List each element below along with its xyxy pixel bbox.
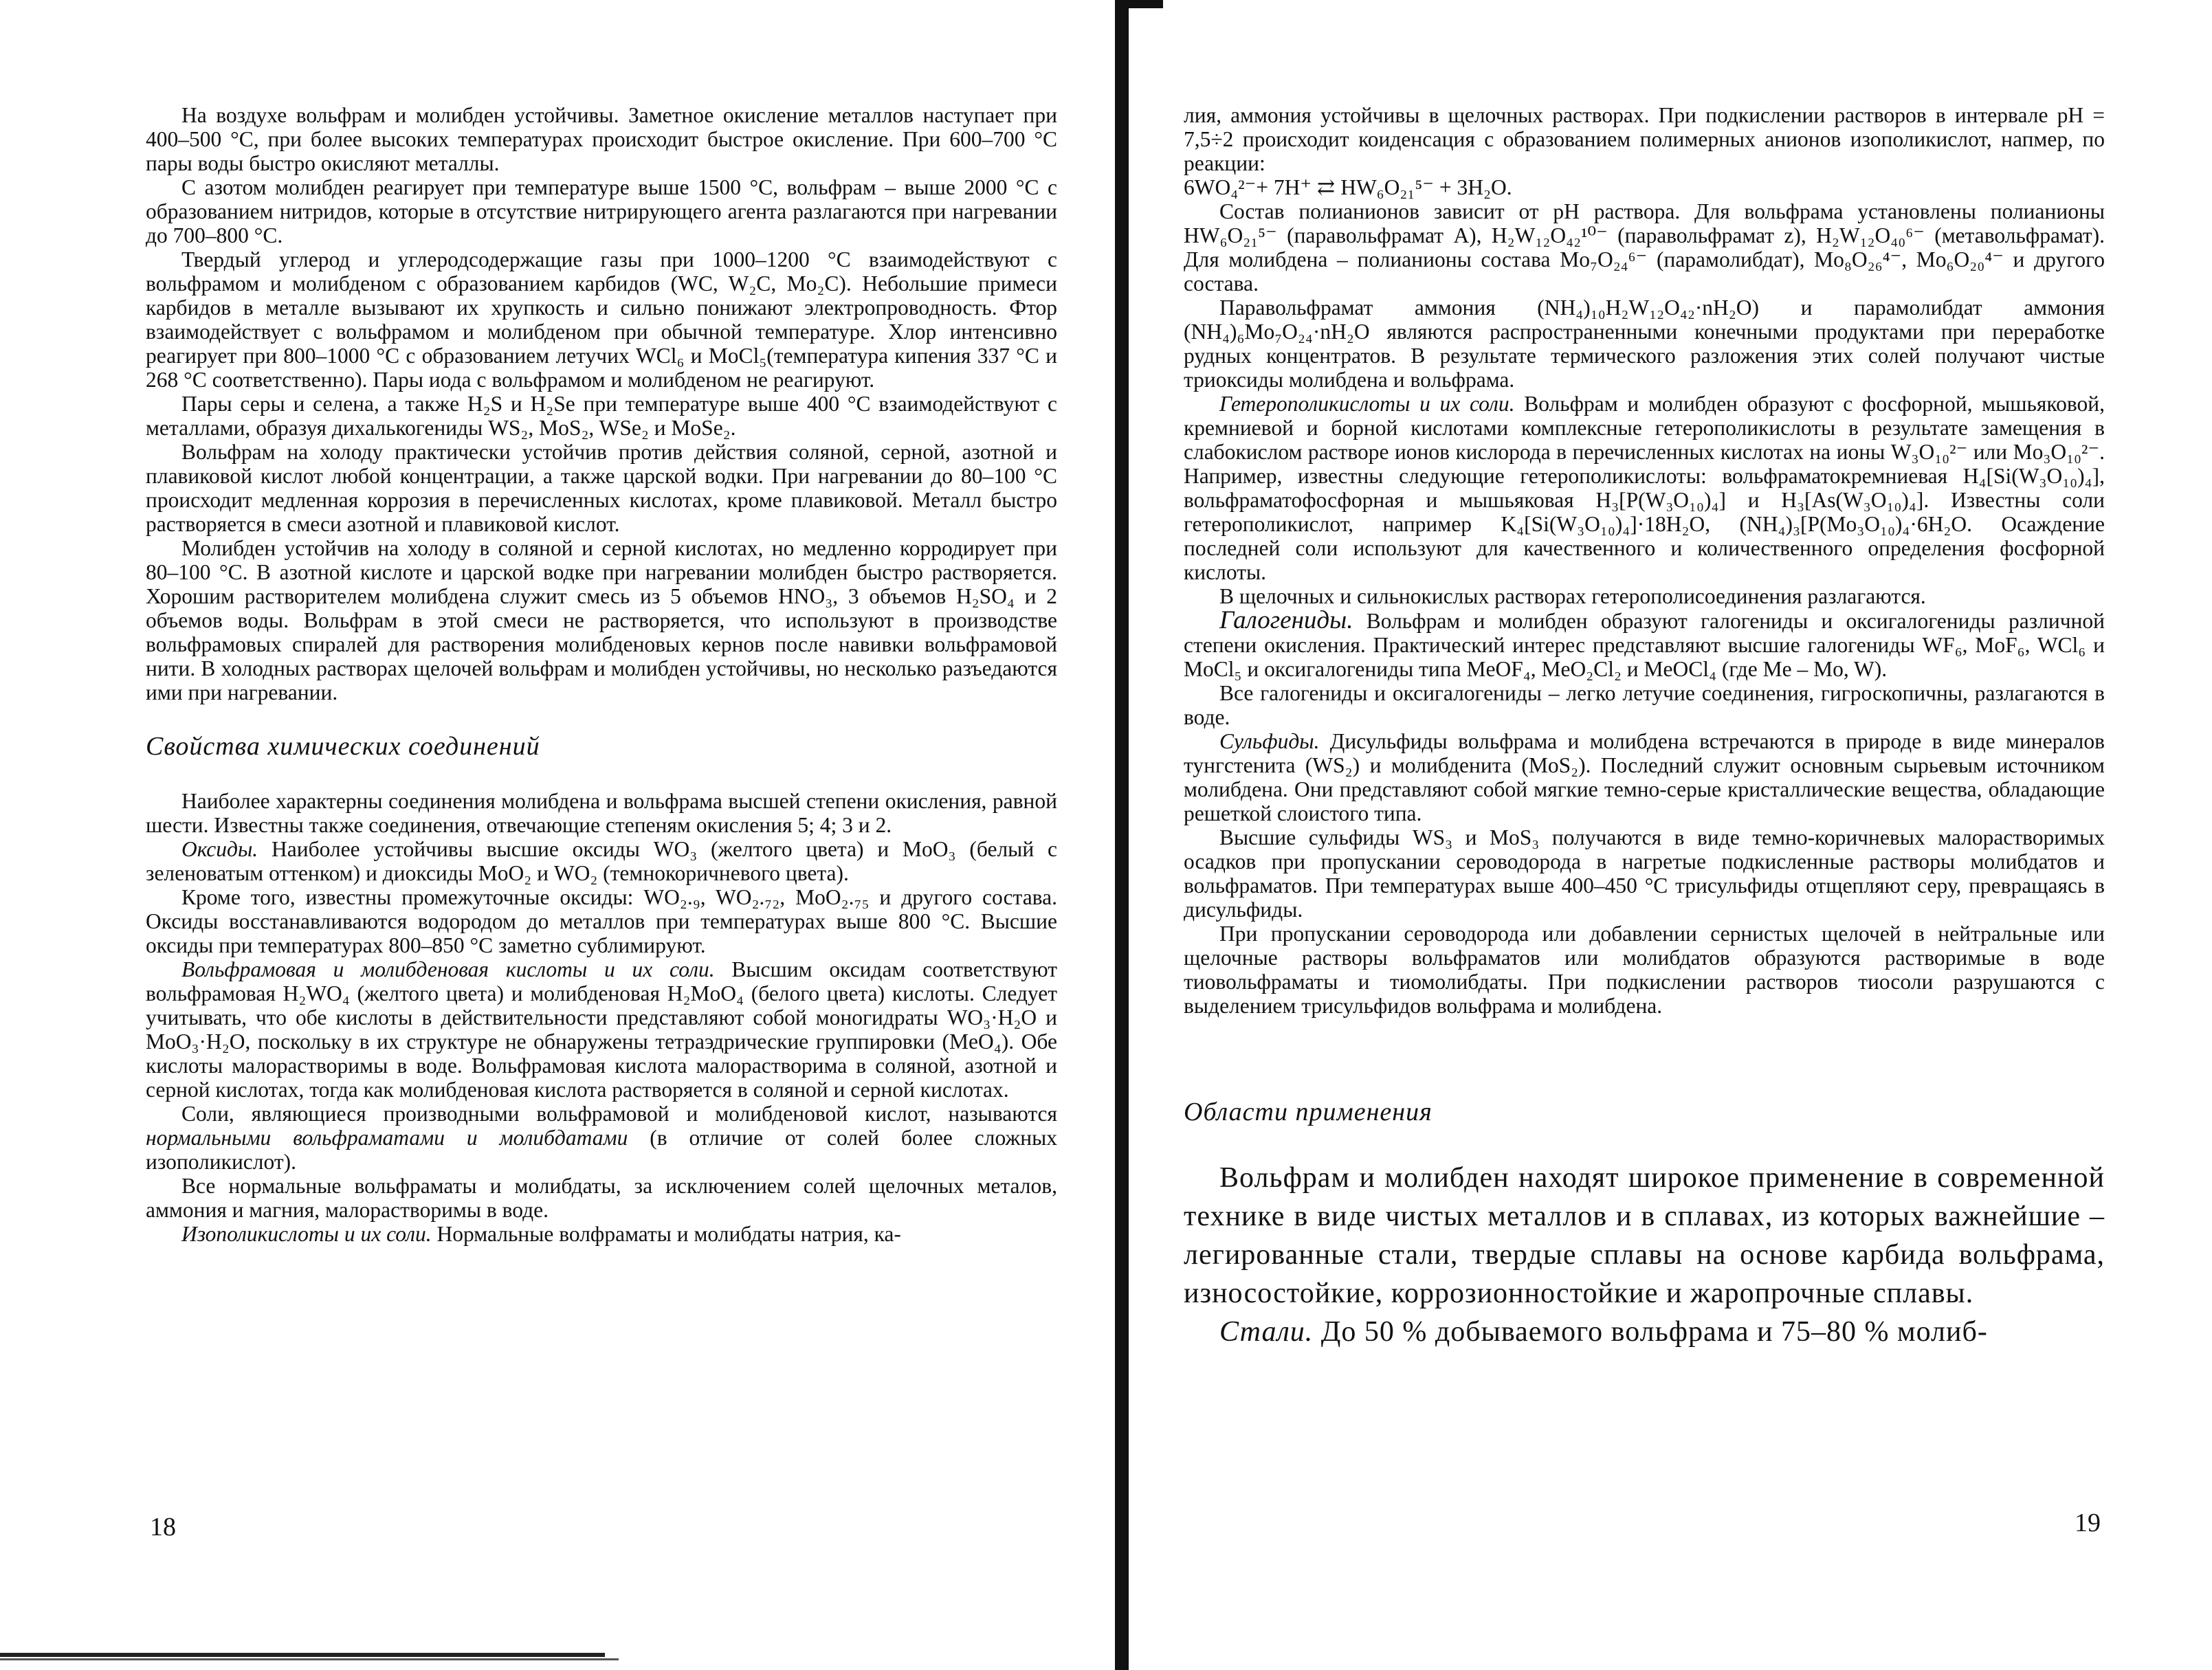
paragraph: Пары серы и селена, а также H₂S и H₂Se при температуре выше 400 °С взаимодействуют с металлами, образуя дихалькогениды WS₂, MoS₂, WSe₂ и MoSe₂. xyxy=(146,392,1057,440)
paragraph: В щелочных и сильнокислых растворах гетерополисоединения разлагаются. xyxy=(1219,584,1926,608)
page-number: 19 xyxy=(2075,1508,2101,1537)
paragraph: Кроме того, известны промежуточные оксиды: WO₂.₉, WO₂.₇₂, MoO₂.₇₅ и другого состава. Оксиды восстанавливаются водородом до металлов при температурах выше 800 °С. Высшие оксиды при температурах 800–850 °С заметно сублимируют. xyxy=(146,885,1057,957)
run-in-heading: Гетерополикислоты и их соли. xyxy=(1219,392,1515,416)
paragraph: Наиболее характерны соединения молибдена и вольфрама высшей степени окисления, равной шести. Известны также соединения, отвечающие степеням окисления 5; 4; 3 и 2. xyxy=(146,789,1057,837)
run-in-heading: Галогениды. xyxy=(1219,606,1353,634)
paragraph-text: Наиболее устойчивы высшие оксиды WO₃ (желтого цвета) и MoO₃ (белый с зеленоватым оттенком) и диоксиды MoO₂ и WO₂ (темнокоричневого цвета). xyxy=(146,837,1057,885)
paragraph-text: Вольфрам и молибден образуют с фосфорной, мышьяковой, кремниевой и борной кислотами комплексные гетерополикислоты в результате замещения в слабокислом растворе ионов кислорода в перечисленных кислотах на ионы W₃O₁₀²⁻ или Mo₃O₁₀²⁻. Например, известны следующие гетерополикислоты: вольфраматокремниевая H₄[Si(W₃O₁₀)₄], вольфраматофосфорная и мышьяковая H₃[P(W₃O₁₀)₄] и H₃[As(W₃O₁₀)₄]. Известны соли гетерополикислот, например K₄[Si(W₃O₁₀)₄]·18H₂O, (NH₄)₃[P(Mo₃O₁₀)₄·6H₂O. Осаждение последней соли используют для качественного и количественного определения фосфорной кислоты. xyxy=(1184,392,2105,584)
paragraph-text: Высшим оксидам соответствуют вольфрамовая H₂WO₄ (желтого цвета) и молибденовая H₂MoO₄ (белого цвета) кислоты. Следует учитывать, что обе кислоты в действительности представляют собой моногидраты WO₃·H₂O и MoO₃·H₂O, поскольку в их структуре не обнаружены тетраэдрические группировки (MeO₄). Обе кислоты малорастворимы в воде. Вольфрамовая кислота малорастворима в соляной, азотной и серной кислотах, тогда как молибденовая кислота растворяется в соляной и серной кислотах. xyxy=(146,957,1057,1102)
run-in-heading: Вольфрамовая и молибденовая кислоты и их соли. xyxy=(181,957,715,981)
paragraph: Состав полианионов зависит от pH раствора. Для вольфрама установлены полианионы HW₆O₂₁⁵⁻ (паравольфрамат A), H₂W₁₂O₄₂¹⁰⁻ (паравольфрамат z), H₂W₁₂O₄₀⁶⁻ (метавольфрамат). Для молибдена – полианионы состава Mo₇O₂₄⁶⁻ (парамолибдат), Mo₈O₂₆⁴⁻, Mo₆O₂₀⁴⁻ и другого состава. xyxy=(1184,199,2105,296)
page-number: 18 xyxy=(150,1513,176,1541)
chemical-equation: 6WO₄²⁻+ 7H⁺ ⇄ HW₆O₂₁⁵⁻ + 3H₂O. xyxy=(1184,175,1512,199)
paragraph-text: До 50 % добываемого вольфрама и 75–80 % молиб- xyxy=(1313,1316,1988,1348)
oxides-paragraph xyxy=(146,837,1057,885)
run-in-heading: Оксиды. xyxy=(181,837,258,861)
paragraph: Высшие сульфиды WS₃ и MoS₃ получаются в виде темно-коричневых малорастворимых осадков при пропускании сероводорода в нагретые подкисленные растворы молибдатов и вольфраматов. При температурах выше 400–450 °С трисульфиды отщепляют серу, превращаясь в дисульфиды. xyxy=(1184,825,2105,922)
paragraph-text: Вольфрам и молибден образуют галогениды и оксигалогениды различной степени окисления. Практический интерес представляют высшие галогениды WF₆, MoF₆, WCl₆ и MoCl₅ и оксигалогениды типа MeOF₄, MeO₂Cl₂ и MeOCl₄ (где Me – Mo, W). xyxy=(1184,609,2105,681)
paragraph: На воздухе вольфрам и молибден устойчивы. Заметное окисление металлов наступает при 400–500 °С, при более высоких температурах происходит быстрое окисление. При 600–700 °С пары воды быстро окисляют металлы. xyxy=(146,103,1057,175)
right-page xyxy=(1107,0,2212,1670)
paragraph-text: (в отличие от солей более сложных изополикислот). xyxy=(146,1126,1058,1174)
iso-paragraph xyxy=(146,1222,1057,1246)
paragraph: лия, аммония устойчивы в щелочных растворах. При подкислении растворов в интервале pH = 7,5÷2 происходит коиденсация с образованием полимерных анионов изополикислот, напмер, по реакции: xyxy=(1184,103,2105,175)
halides-paragraph xyxy=(1184,608,2105,681)
run-in-heading: Сульфиды. xyxy=(1219,729,1320,753)
run-in-heading: Изополикислоты и их соли. xyxy=(181,1222,432,1246)
scan-artifact-line xyxy=(0,1658,619,1660)
paragraph: Твердый углерод и углеродсодержащие газы при 1000–1200 °С взаимодействуют с вольфрамом и молибденом с образованием карбидов (WC, W₂C, Mo₂C). Небольшие примеси карбидов в металле вызывают их хрупкость и сильно понижают электропроводность. Фтор взаимодействует с вольфрамом и молибденом при обычной температуре. Хлор интенсивно реагирует при 800–1000 °С с образованием летучих WCl₆ и MoCl₅(температура кипения 337 °С и 268 °С соответственно). Пары иода с вольфрамом и молибденом не реагируют. xyxy=(146,247,1057,392)
left-text-column xyxy=(146,103,1057,1246)
paragraph-text: Дисульфиды вольфрама и молибдена встречаются в природе в виде минералов тунгстенита (WS₂) и молибденита (MoS₂). Последний служит основным сырьевым источником молибдена. Они представляют собой мягкие темно-серые кристаллические вещества, обладающие решеткой слоистого типа. xyxy=(1184,729,2105,825)
paragraph: Все нормальные вольфраматы и молибдаты, за исключением солей щелочных металов, аммония и магния, малорастворимы в воде. xyxy=(146,1174,1057,1222)
paragraph: Молибден устойчив на холоду в соляной и серной кислотах, но медленно корродирует при 80–100 °С. В азотной кислоте и царской водке при нагревании молибден быстро растворяется. Хорошим растворителем молибдена служит смесь из 5 объемов HNO₃, 3 объемов H₂SO₄ и 2 объемов воды. Вольфрам в этой смеси не растворяется, что используют в производстве вольфрамовых спиралей для растворения молибденовых кернов после навивки вольфрамовой нити. В холодных растворах щелочей вольфрам и молибден устойчивы, но несколько разъедаются ими при нагревании. xyxy=(146,536,1057,704)
right-text-column xyxy=(1184,103,2105,1351)
lead-paragraph: Вольфрам и молибден находят широкое применение в современной технике в виде чистых металлов и в сплавах, из которых важнейшие – легированные стали, твердые сплавы на основе карбида вольфрама, износостойкие, коррозионностойкие и жаропрочные сплавы. xyxy=(1184,1162,2105,1309)
scan-artifact-line xyxy=(0,1653,605,1657)
salts-paragraph xyxy=(146,1102,1057,1174)
section-title: Свойства химических соединений xyxy=(146,732,540,761)
paragraph: С азотом молибден реагирует при температуре выше 1500 °С, вольфрам – выше 2000 °С с образованием нитридов, которые в отсутствие нитрирующего агента разлагаются при нагревании до 700–800 °С. xyxy=(146,175,1057,247)
run-in-heading: Стали. xyxy=(1219,1316,1314,1348)
paragraph: Вольфрам на холоду практически устойчив против действия соляной, серной, азотной и плавиковой кислот любой концентрации, а также царской водки. При нагревании до 80–100 °С происходит медленная коррозия в перечисленных кислотах, кроме плавиковой. Металл быстро растворяется в смеси азотной и плавиковой кислот. xyxy=(146,440,1057,536)
section-title: Области применения xyxy=(1184,1098,1433,1126)
paragraph: При пропускании сероводорода или добавлении сернистых щелочей в нейтральные или щелочные растворы вольфраматов или молибдатов образуются растворимые в воде тиовольфраматы и тиомолибдаты. При подкислении растворов тиосоли разрушаются с выделением трисульфидов вольфрама и молибдена. xyxy=(1184,922,2105,1018)
acids-paragraph xyxy=(146,957,1057,1102)
paragraph: Паравольфрамат аммония (NH₄)₁₀H₂W₁₂O₄₂·nH₂O) и парамолибдат аммония (NH₄)₆Mo₇O₂₄·nH₂O являются распространенными конечными продуктами при переработке рудных концентратов. В результате термического разложения этих солей получают чистые триоксиды молибдена и вольфрама. xyxy=(1184,296,2105,392)
steels-paragraph xyxy=(1184,1313,2105,1351)
paragraph: Все галогениды и оксигалогениды – легко летучие соединения, гигроскопичны, разлагаются в воде. xyxy=(1184,681,2105,729)
emphasis: нормальными вольфраматами и молибдатами xyxy=(146,1126,628,1150)
sulfides-paragraph xyxy=(1184,729,2105,825)
paragraph-text: Нормальные волфраматы и молибдаты натрия, ка- xyxy=(431,1222,901,1246)
paragraph-text: Соли, являющиеся производными вольфрамовой и молибденовой кислот, называются xyxy=(181,1102,1057,1126)
hetero-paragraph xyxy=(1184,392,2105,584)
